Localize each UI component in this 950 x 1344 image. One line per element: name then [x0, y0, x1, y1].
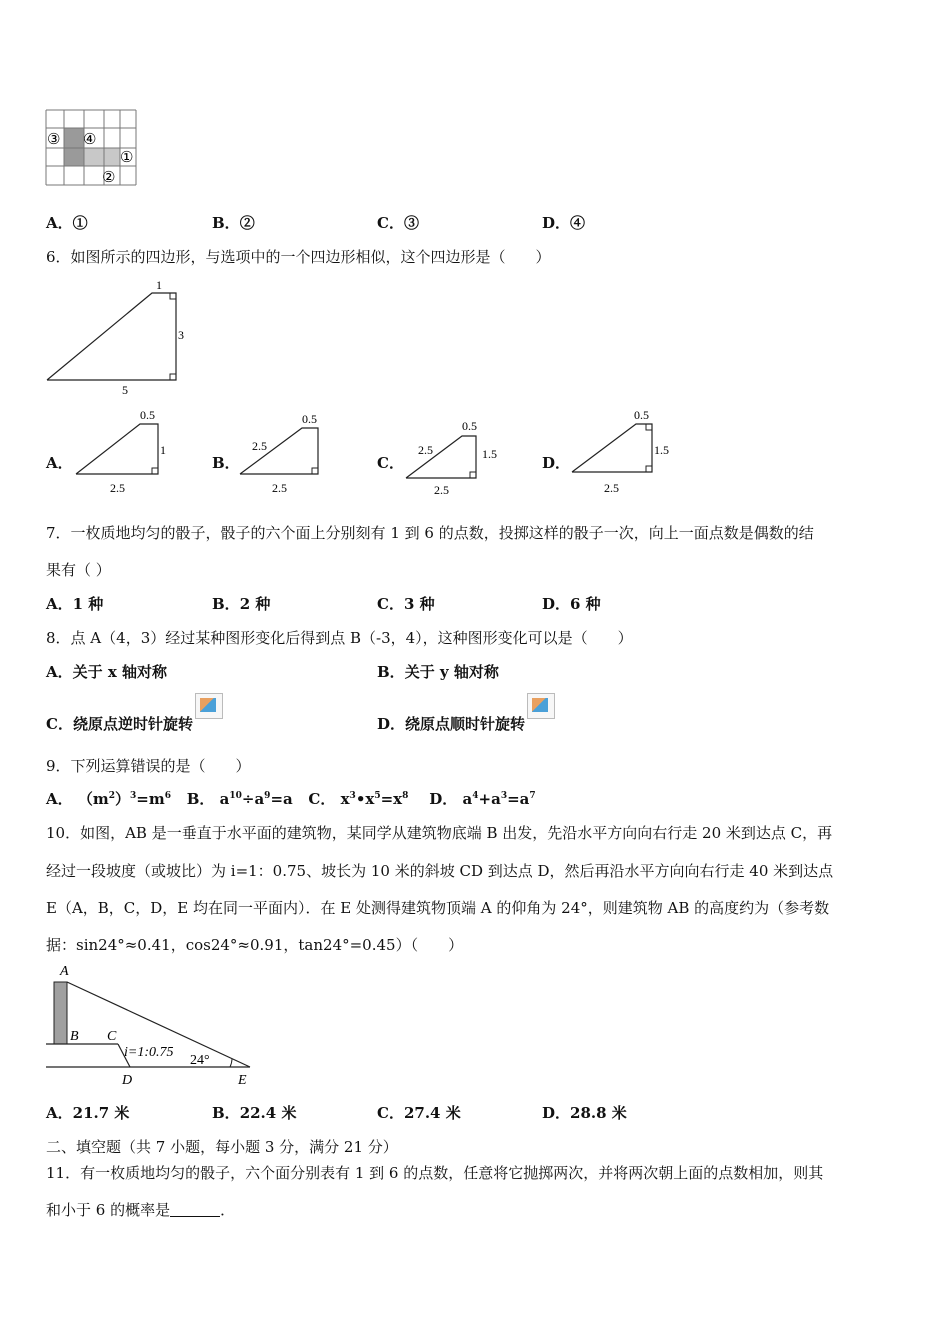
broken-image-icon [527, 693, 555, 719]
q6-stem: 6．如图所示的四边形，与选项中的一个四边形相似，这个四边形是（ ） [46, 248, 551, 266]
option-letter: C． [46, 715, 73, 733]
label-A: A [60, 964, 69, 979]
option-letter: C． [377, 595, 404, 613]
q6-option-a-figure[interactable] [70, 404, 180, 498]
exponent: 8 [402, 791, 409, 801]
option-text: （m [77, 790, 109, 808]
q7-stem-line1: 7．一枚质地均匀的骰子，骰子的六个面上分别刻有 1 到 6 的点数，投掷这样的骰子一次，向上一面点数是偶数的结 [46, 524, 814, 542]
option-letter: A． [46, 1104, 73, 1122]
q10-stem-line1: 10．如图，AB 是一垂直于水平面的建筑物，某同学从建筑物底端 B 出发，先沿水平方向向右行走 20 米到达点 C，再 [46, 824, 833, 842]
label-top: 1 [156, 278, 162, 292]
option-text: x [340, 790, 350, 808]
option-letter: B． [212, 1104, 240, 1122]
q7-option-d[interactable] [542, 593, 601, 614]
q6-main-figure [40, 276, 200, 398]
option-letter: B． [212, 214, 240, 232]
label-angle: 24° [190, 1053, 210, 1068]
option-letter: C． [377, 1104, 404, 1122]
q10-option-b[interactable] [212, 1102, 296, 1123]
label-slant: 2.5 [252, 439, 267, 453]
option-text: 27.4 米 [403, 1104, 461, 1122]
q6-option-b-figure[interactable] [234, 404, 344, 498]
q11-end: ． [220, 1201, 236, 1219]
option-text: 关于 x 轴对称 [72, 663, 168, 681]
label-E: E [238, 1073, 247, 1088]
exponent: 3 [349, 791, 356, 801]
label-slant: 2.5 [418, 443, 433, 457]
exponent: 6 [164, 791, 172, 801]
option-text: +a [478, 790, 501, 808]
label-bottom: 2.5 [272, 481, 287, 495]
q7-option-c[interactable] [377, 593, 435, 614]
q11-stem-line1: 11．有一枚质地均匀的骰子，六个面分别表有 1 到 6 的点数，任意将它抛掷两次，并将两次朝上面的点数相加，则其 [46, 1164, 824, 1182]
exponent: 2 [108, 791, 116, 801]
option-letter: C． [377, 214, 404, 232]
exponent: 7 [529, 791, 536, 801]
option-text: •x [355, 790, 375, 808]
label-right: 1.5 [654, 443, 669, 457]
q7-option-b[interactable] [212, 593, 270, 614]
option-letter: D． [542, 595, 571, 613]
grid-label-1: ① [120, 150, 134, 166]
option-text: =a [507, 790, 530, 808]
q5-grid-figure [44, 108, 140, 188]
exponent: 4 [472, 791, 479, 801]
q10-stem-line3: E（A，B，C，D，E 均在同一平面内）．在 E 处测得建筑物顶端 A 的仰角为 24°，则建筑物 AB 的高度约为（参考数 [46, 899, 830, 917]
option-text: 1 种 [72, 595, 104, 613]
option-text: ② [239, 214, 255, 232]
q5-option-d[interactable] [542, 212, 585, 233]
option-text: 21.7 米 [72, 1104, 130, 1122]
q9-option-c[interactable] [308, 790, 408, 808]
option-letter: A． [46, 663, 73, 681]
q6-option-b-letter[interactable]: B． [212, 454, 240, 472]
option-letter: B． [186, 790, 215, 808]
option-text: =m [136, 790, 165, 808]
q9-option-b[interactable] [187, 790, 293, 808]
q7-option-a[interactable] [46, 593, 103, 614]
option-text: a [219, 790, 230, 808]
grid-label-3: ③ [47, 132, 61, 148]
exponent: 9 [264, 791, 271, 801]
q8-option-a[interactable] [46, 661, 167, 682]
q10-stem-line4: 据：sin24°≈0.41，cos24°≈0.91，tan24°=0.45）（ ） [46, 936, 464, 954]
option-text: ÷a [241, 790, 265, 808]
label-top: 0.5 [634, 408, 649, 422]
option-letter: A． [46, 214, 73, 232]
q10-option-c[interactable] [377, 1102, 461, 1123]
option-text: =x [380, 790, 403, 808]
label-slope: i=1:0.75 [124, 1045, 174, 1060]
option-text: 2 种 [239, 595, 271, 613]
option-text: =a [270, 790, 293, 808]
q10-option-a[interactable] [46, 1102, 129, 1123]
answer-blank[interactable] [170, 1202, 220, 1217]
option-letter: B． [377, 663, 405, 681]
q10-figure [40, 960, 270, 1090]
option-letter: A． [46, 790, 73, 808]
q5-option-b[interactable] [212, 212, 255, 233]
label-top: 0.5 [302, 412, 317, 426]
q8-option-c[interactable] [46, 707, 223, 734]
exponent: 3 [130, 791, 137, 801]
label-bottom: 2.5 [110, 481, 125, 495]
q6-option-c-letter[interactable]: C． [377, 454, 404, 472]
q9-options [46, 788, 536, 809]
label-top: 0.5 [140, 408, 155, 422]
option-text: ） [115, 790, 131, 808]
label-top: 0.5 [462, 419, 477, 433]
label-bottom: 2.5 [434, 483, 449, 497]
option-letter: A． [46, 595, 73, 613]
label-bottom: 2.5 [604, 481, 619, 495]
q11-stem-line2-wrap [46, 1199, 235, 1220]
section-heading: 二、填空题（共 7 小题，每小题 3 分，满分 21 分） [46, 1138, 398, 1156]
q8-stem: 8．点 A（4，3）经过某种图形变化后得到点 B（-3，4），这种图形变化可以是（ ） [46, 629, 633, 647]
grid-label-4: ④ [83, 132, 97, 148]
q8-option-b[interactable] [377, 661, 499, 682]
option-text: ① [72, 214, 88, 232]
q5-option-c[interactable] [377, 212, 419, 233]
option-text: 绕原点逆时针旋转 [72, 715, 193, 733]
q6-option-a-letter[interactable]: A． [46, 454, 73, 472]
q10-stem-line2: 经过一段坡度（或坡比）为 i=1：0.75、坡长为 10 米的斜坡 CD 到达点 D，然后再沿水平方向向右行走 40 米到达点 [46, 862, 834, 880]
label-right: 1 [160, 443, 166, 457]
q6-option-d-letter[interactable]: D． [542, 454, 571, 472]
option-text: ③ [403, 214, 419, 232]
q9-option-d[interactable] [429, 790, 535, 808]
label-bottom: 5 [122, 383, 128, 397]
exponent: 5 [374, 791, 381, 801]
label-D: D [122, 1073, 133, 1088]
option-text: 绕原点顺时针旋转 [405, 715, 526, 733]
option-text: 22.4 米 [239, 1104, 297, 1122]
label-right: 3 [178, 328, 184, 342]
option-letter: B． [212, 595, 240, 613]
q7-stem-line2: 果有（ ） [46, 561, 111, 579]
q10-option-d[interactable] [542, 1102, 627, 1123]
label-B: B [70, 1029, 79, 1044]
q5-option-a[interactable] [46, 212, 88, 233]
broken-image-icon [195, 693, 223, 719]
option-text: ④ [570, 214, 586, 232]
option-text: 关于 y 轴对称 [404, 663, 499, 681]
q9-stem: 9．下列运算错误的是（ ） [46, 757, 251, 775]
option-text: 3 种 [403, 595, 435, 613]
option-text: 28.8 米 [570, 1104, 627, 1122]
option-letter: D． [377, 715, 406, 733]
exponent: 10 [229, 791, 242, 801]
q11-stem-line2: 和小于 6 的概率是 [46, 1201, 171, 1219]
option-text: 6 种 [570, 595, 601, 613]
label-C: C [107, 1029, 117, 1044]
exponent: 3 [500, 791, 508, 801]
option-letter: C． [308, 790, 336, 808]
option-letter: D． [429, 790, 458, 808]
q9-option-a[interactable] [46, 790, 171, 808]
label-right: 1.5 [482, 447, 497, 461]
q8-option-d[interactable] [377, 707, 555, 734]
option-text: a [462, 790, 473, 808]
q6-option-c-figure[interactable] [400, 404, 510, 498]
q6-option-d-figure[interactable] [566, 404, 686, 498]
grid-label-2: ② [102, 170, 116, 186]
option-letter: D． [542, 214, 571, 232]
option-letter: D． [542, 1104, 571, 1122]
